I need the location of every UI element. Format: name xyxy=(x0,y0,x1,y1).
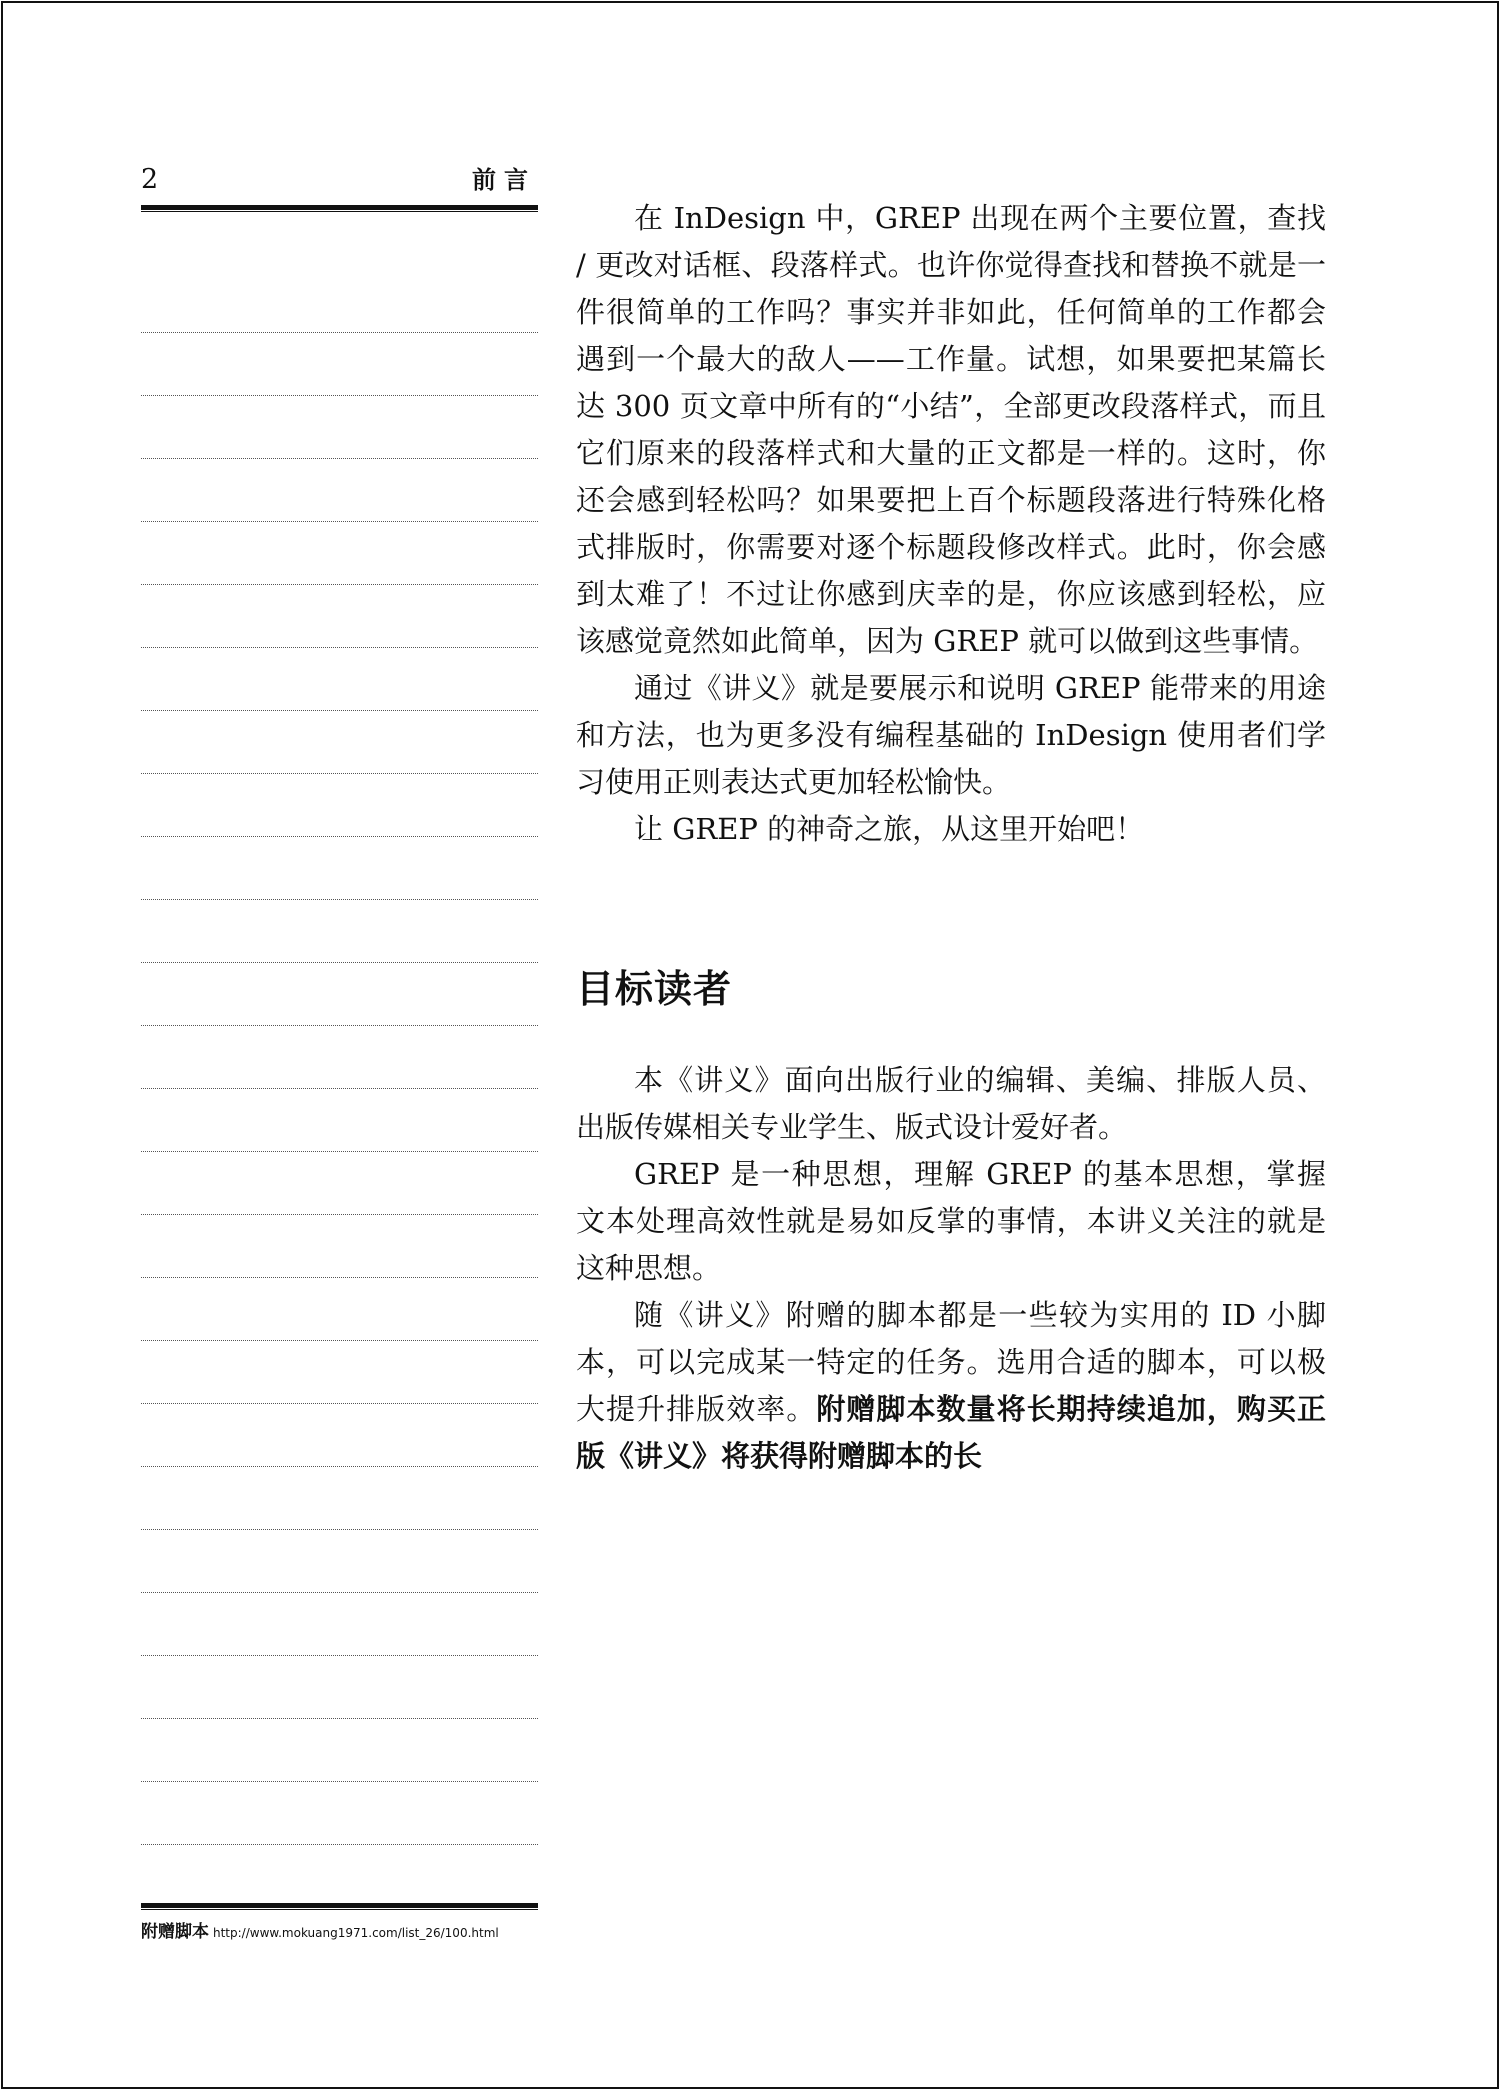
note-line xyxy=(141,900,538,963)
note-line xyxy=(141,1593,538,1656)
header-rule xyxy=(141,205,538,212)
note-line xyxy=(141,1341,538,1404)
section-name: 前言 xyxy=(472,166,536,194)
note-line xyxy=(141,459,538,522)
last-paragraph-bold: 附赠脚本数量将长期持续追加，购买正版《讲义》将获得附赠脚本的长 xyxy=(576,1392,1326,1473)
intro-paragraph: 通过《讲义》就是要展示和说明 GREP 能带来的用途和方法，也为更多没有编程基础的 InDesign 使用者们学习使用正则表达式更加轻松愉快。 xyxy=(576,671,1326,799)
note-line xyxy=(141,648,538,711)
intro-paragraph: 让 GREP 的神奇之旅，从这里开始吧！ xyxy=(634,812,1145,846)
note-line xyxy=(141,585,538,648)
note-line xyxy=(141,1719,538,1782)
note-line xyxy=(141,837,538,900)
section-paragraph: 本《讲义》面向出版行业的编辑、美编、排版人员、出版传媒相关专业学生、版式设计爱好者。 xyxy=(576,1063,1326,1144)
last-paragraph xyxy=(576,1292,1326,1480)
last-paragraph-regular: 随《讲义》附赠的脚本都是一些较为实用的 ID 小脚本，可以完成某一特定的任务。选用合适的脚本，可以极大提升排版效率。 xyxy=(576,1298,1326,1426)
note-line xyxy=(141,1215,538,1278)
page-number: 2 xyxy=(141,164,159,195)
running-header xyxy=(141,165,538,199)
note-line xyxy=(141,1089,538,1152)
footer-url[interactable]: http://www.mokuang1971.com/list_26/100.html xyxy=(213,1926,499,1940)
note-line xyxy=(141,1530,538,1593)
note-line xyxy=(141,1467,538,1530)
note-line xyxy=(141,270,538,333)
note-lines xyxy=(141,270,538,1845)
footer-label: 附赠脚本 xyxy=(141,1922,209,1942)
note-line xyxy=(141,1278,538,1341)
note-line xyxy=(141,1152,538,1215)
note-line xyxy=(141,333,538,396)
note-line xyxy=(141,1656,538,1719)
section-heading: 目标读者 xyxy=(576,967,733,1011)
note-line xyxy=(141,522,538,585)
note-line xyxy=(141,1026,538,1089)
footer xyxy=(141,1917,541,1942)
note-line xyxy=(141,963,538,1026)
section-paragraph: GREP 是一种思想，理解 GREP 的基本思想，掌握文本处理高效性就是易如反掌的事情，本讲义关注的就是这种思想。 xyxy=(576,1157,1326,1285)
note-line xyxy=(141,711,538,774)
section-spacer xyxy=(576,853,1326,953)
heading-gap xyxy=(576,1025,1326,1057)
main-text xyxy=(576,195,1326,1480)
intro-paragraph: 在 InDesign 中，GREP 出现在两个主要位置，查找 / 更改对话框、段落样式。也许你觉得查找和替换不就是一件很简单的工作吗？事实并非如此，任何简单的工作都会遇到一个最大的敌人——工作量。试想，如果要把某篇长达 300 页文章中所有的“小结”，全部更改段落样式，而且它们原来的段落样式和大量的正文都是一样的。这时，你还会感到轻松吗？如果要把上百个标题段落进行特殊化格式排版时，你需要对逐个标题段修改样式。此时，你会感到太难了！不过让你感到庆幸的是，你应该感到轻松，应该感觉竟然如此简单，因为 GREP 就可以做到这些事情。 xyxy=(576,201,1326,658)
note-line xyxy=(141,1782,538,1845)
note-line xyxy=(141,396,538,459)
note-line xyxy=(141,774,538,837)
note-line xyxy=(141,1404,538,1467)
footer-rule xyxy=(141,1903,538,1910)
